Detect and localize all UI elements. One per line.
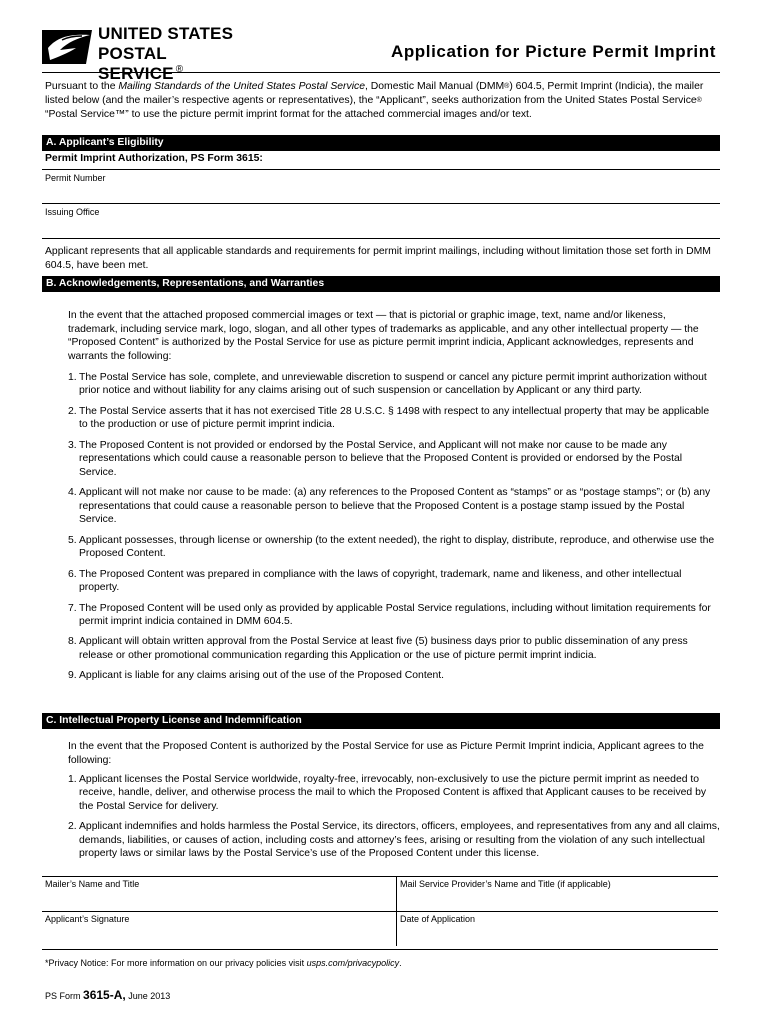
permit-number-label: Permit Number	[45, 173, 106, 183]
intro-paragraph: Pursuant to the Mailing Standards of the United States Postal Service, Domestic Mail Manual (DMM®) 604.5, Permit Imprint (Indicia), the mailer listed below (and the mailer’s respective agents or representatives), the “Applicant”, seeks authorization from the United States Postal Service® “Postal Service™” to use the picture permit imprint format for the attached commercial images and/or text.	[45, 81, 704, 120]
list-item-text: The Proposed Content will be used only as provided by applicable Postal Service regulations, including without limitation requirements for permit imprint indicia contained in DMM 604.5.	[79, 602, 711, 627]
list-item-number: 1.	[68, 774, 77, 785]
list-item	[68, 602, 720, 629]
logo-text-line1: UNITED STATES	[98, 24, 234, 43]
registered-mark: ®	[175, 64, 184, 75]
list-item-number: 2.	[68, 821, 77, 833]
list-item	[68, 635, 720, 662]
permit-number-field[interactable]	[42, 203, 720, 204]
list-item	[68, 568, 720, 595]
list-item-number: 3.	[68, 439, 77, 451]
eligibility-statement: Applicant represents that all applicable standards and requirements for permit imprint mailings, including without limitation those set forth in DMM 604.5, have been met.	[45, 246, 711, 271]
section-c-intro: In the event that the Proposed Content is authorized by the Postal Service for use as Picture Permit Imprint indicia, Applicant agrees to the following:	[68, 741, 704, 766]
list-item-text: The Proposed Content is not provided or endorsed by the Postal Service, and Applicant will not make nor cause to be made any representations which could cause a reasonable person to believe that the Proposed Content is provided or endorsed by the Postal Service.	[79, 439, 683, 478]
privacy-link[interactable]: usps.com/privacypolicy	[306, 958, 400, 968]
list-item	[68, 405, 720, 432]
signature-row	[42, 877, 718, 911]
list-item-number: 2.	[68, 405, 77, 417]
list-item-text: Applicant possesses, through license or ownership (to the extent needed), the right to display, distribute, reproduce, and otherwise use the Proposed Content.	[79, 534, 715, 559]
divider	[42, 169, 720, 170]
list-item-text: The Postal Service has sole, complete, and unreviewable discretion to suspend or cancel any picture permit imprint authorization without prior notice and without liability for any claims arising out of such suspension or cancellation by Applicant or any third party.	[79, 372, 707, 397]
signature-row	[42, 911, 718, 946]
section-b-heading: B. Acknowledgements, Representations, and Warranties	[42, 276, 720, 292]
list-item-number: 8.	[68, 636, 77, 648]
issuing-office-label: Issuing Office	[45, 207, 100, 217]
privacy-notice: *Privacy Notice: For more information on our privacy policies visit usps.com/privacypolicy.	[45, 958, 402, 968]
list-item	[68, 669, 720, 682]
applicant-signature-label: Applicant’s Signature	[45, 914, 130, 924]
mailer-name-label: Mailer’s Name and Title	[45, 879, 140, 889]
provider-name-label: Mail Service Provider’s Name and Title (if applicable)	[400, 879, 611, 889]
list-item-text: Applicant licenses the Postal Service worldwide, royalty-free, irrevocably, non-exclusively to use the picture permit imprint as needed to receive, handle, deliver, and otherwise process the mail to which the Proposed Content is affixed that Applicant causes to be received by the Postal Service for delivery.	[79, 774, 707, 812]
issuing-office-field[interactable]	[42, 238, 720, 239]
section-c-list	[68, 773, 720, 868]
form-title: Application for Picture Permit Imprint	[390, 42, 716, 61]
mailer-name-field[interactable]	[42, 877, 396, 911]
list-item-text: The Proposed Content was prepared in compliance with the laws of copyright, trademark, name and likeness, and other intellectual property.	[79, 568, 682, 593]
list-item-text: Applicant is liable for any claims arising out of the use of the Proposed Content.	[79, 670, 445, 682]
section-a-heading: A. Applicant’s Eligibility	[42, 135, 720, 151]
provider-name-field[interactable]	[396, 877, 718, 911]
list-item	[68, 820, 720, 860]
application-date-field[interactable]	[396, 912, 718, 946]
list-item-number: 6.	[68, 568, 77, 580]
section-b-list	[68, 371, 720, 690]
section-b-intro: In the event that the attached proposed commercial images or text — that is pictorial or graphic image, text, name and/or likeness, trademark, including service mark, logo, slogan, and all other types of trademarks as applicable, and any other intellectual property — the “Proposed Content” is authorized by the Postal Service for use as picture permit imprint indicia, Applicant acknowledges, represents and warrants the following:	[68, 310, 699, 362]
list-item-text: Applicant will obtain written approval from the Postal Service at least five (5) business days prior to public dissemination of any press release or other promotional communication regarding this Application or the use of picture permit imprint indicia.	[79, 636, 688, 661]
list-item-text: Applicant will not make nor cause to be made: (a) any references to the Proposed Content as “stamps” or as “postage stamps”; or (b) any representations that could cause a reasonable person to believe that the Proposed Content is a postage stamp issued by the Postal Service.	[79, 487, 711, 525]
list-item-text: The Postal Service asserts that it has not exercised Title 28 U.S.C. § 1498 with respect to any intellectual property that may be applicable to the production or use of picture permit imprint indicia.	[79, 405, 710, 431]
usps-logo	[42, 24, 252, 83]
list-item	[68, 486, 720, 526]
list-item-number: 7.	[68, 602, 77, 614]
list-item	[68, 534, 720, 561]
list-item-number: 9.	[68, 670, 77, 682]
logo-text-line2: POSTAL SERVICE ®	[98, 44, 184, 83]
section-c-heading: C. Intellectual Property License and Indemnification	[42, 713, 720, 729]
applicant-signature-field[interactable]	[42, 912, 396, 946]
list-item	[68, 371, 720, 398]
list-item-number: 1.	[68, 372, 77, 383]
list-item	[68, 439, 720, 479]
list-item-number: 5.	[68, 534, 77, 546]
signature-table	[42, 876, 718, 950]
list-item	[68, 773, 720, 813]
header-divider	[42, 72, 720, 73]
list-item-number: 4.	[68, 487, 77, 499]
usps-eagle-icon	[42, 26, 94, 66]
form-footer: PS Form 3615-A, June 2013	[45, 988, 171, 1002]
form-number: 3615-A,	[83, 988, 126, 1002]
application-date-label: Date of Application	[400, 914, 476, 924]
permit-authorization-label: Permit Imprint Authorization, PS Form 3615:	[45, 153, 263, 164]
list-item-text: Applicant indemnifies and holds harmless the Postal Service, its directors, officers, employees, and representatives from any and all claims, demands, liabilities, or causes of action, including costs and attorney’s fees, arising or resulting from the violation of any such intellectual property laws or similar laws by the Postal Service’s use of the Proposed Content under this license.	[79, 821, 720, 859]
